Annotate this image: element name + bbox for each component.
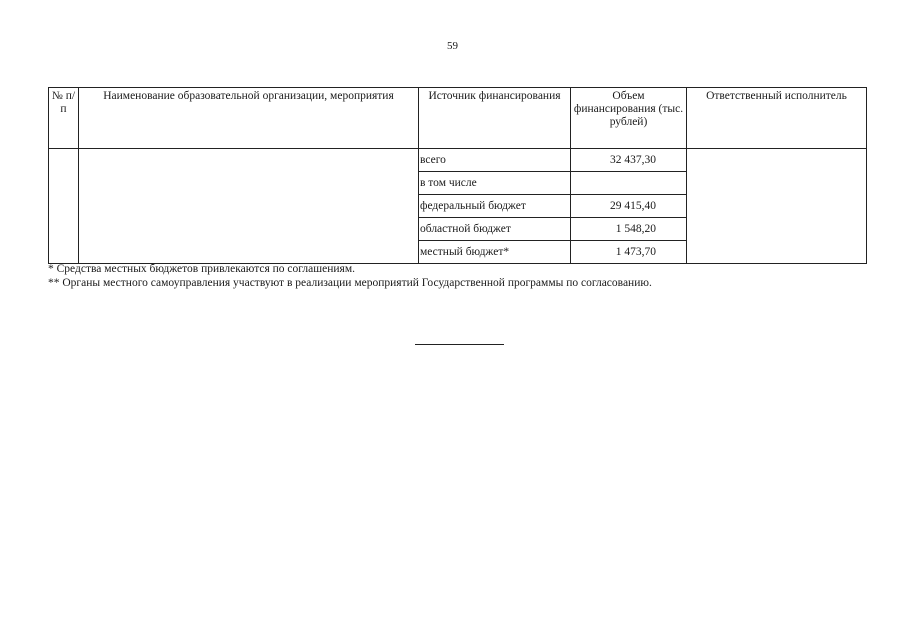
source-cell: областной бюджет [419,218,571,241]
source-cell: местный бюджет* [419,241,571,264]
responsible-executor-cell [687,149,867,264]
header-financing-source: Источник финансирования [419,88,571,149]
source-cell: федеральный бюджет [419,195,571,218]
header-organization-name: Наименование образовательной организации, мероприятия [79,88,419,149]
financing-table [48,87,867,264]
header-financing-amount: Объем финансирования (тыс. рублей) [571,88,687,149]
amount-cell [571,172,687,195]
amount-cell: 1 548,20 [571,218,687,241]
organization-name-cell [79,149,419,264]
source-cell: в том числе [419,172,571,195]
footnote-local-budget: * Средства местных бюджетов привлекаются по соглашениям. [48,263,355,275]
page-number: 59 [447,40,458,52]
header-responsible-executor: Ответственный исполнитель [687,88,867,149]
number-cell [49,149,79,264]
amount-cell: 29 415,40 [571,195,687,218]
header-number: № п/п [49,88,79,149]
source-cell: всего [419,149,571,172]
amount-cell: 32 437,30 [571,149,687,172]
footnote-local-government: ** Органы местного самоуправления участвуют в реализации мероприятий Государственной программы по согласованию. [48,277,652,289]
amount-cell: 1 473,70 [571,241,687,264]
closing-divider-line [415,344,504,345]
table-header-row [49,88,867,149]
table-row [49,149,867,172]
